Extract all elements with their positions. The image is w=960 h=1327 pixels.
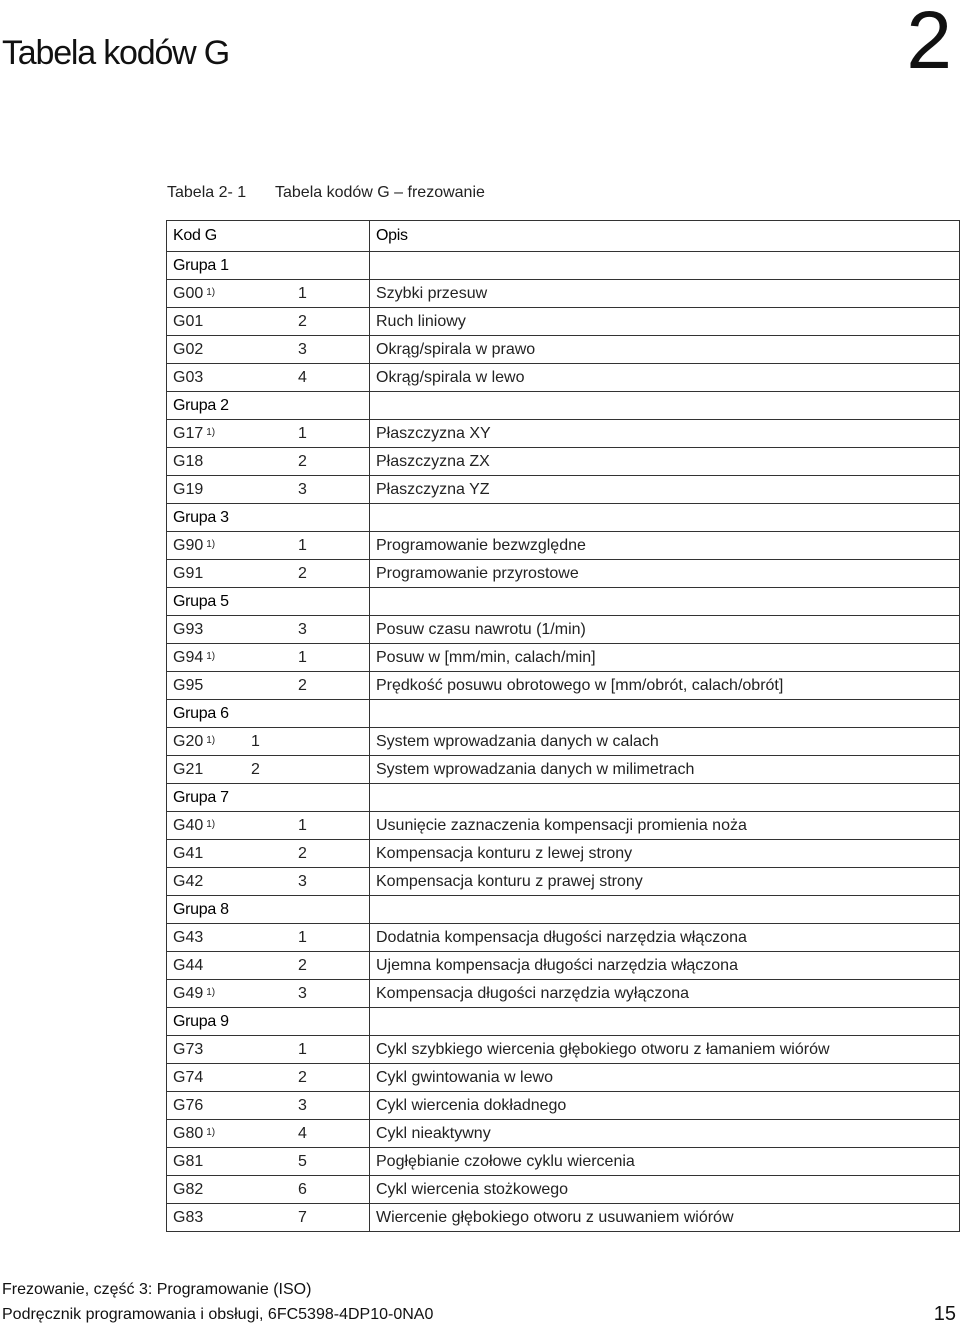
code-index: 2 (298, 1068, 307, 1086)
description-cell: Cykl nieaktywny (370, 1120, 960, 1148)
group-label: Grupa 5 (167, 588, 370, 616)
table-header-row (167, 221, 960, 252)
code-label-wrap (173, 929, 298, 947)
description-cell: Posuw czasu nawrotu (1/min) (370, 616, 960, 644)
description-cell: Wiercenie głębokiego otworu z usuwaniem wiórów (370, 1204, 960, 1232)
code-cell (167, 672, 370, 700)
description-cell: Usunięcie zaznaczenia kompensacji promienia noża (370, 812, 960, 840)
code-index: 2 (298, 452, 307, 470)
g-code: G02 (173, 340, 204, 358)
description-cell: Pogłębianie czołowe cyklu wiercenia (370, 1148, 960, 1176)
g-code: G83 (173, 1208, 204, 1226)
code-label-wrap (173, 341, 298, 359)
group-label: Grupa 3 (167, 504, 370, 532)
description-cell: Okrąg/spirala w prawo (370, 336, 960, 364)
default-footnote-marker: 1) (206, 286, 216, 298)
code-index: 1 (298, 284, 307, 302)
code-cell (167, 644, 370, 672)
g-code: G81 (173, 1152, 204, 1170)
code-label-wrap (173, 1125, 298, 1143)
g-code: G19 (173, 480, 204, 498)
code-index: 2 (298, 564, 307, 582)
code-index: 2 (298, 312, 307, 330)
code-label-wrap (173, 1181, 298, 1199)
code-index: 3 (298, 872, 307, 890)
code-label-wrap (173, 817, 298, 835)
table-row (167, 840, 960, 868)
table-row (167, 1176, 960, 1204)
code-label-wrap (173, 677, 298, 695)
group-label: Grupa 1 (167, 252, 370, 280)
g-code: G43 (173, 928, 204, 946)
description-cell: System wprowadzania danych w calach (370, 728, 960, 756)
table-row (167, 756, 960, 784)
code-index: 3 (298, 1096, 307, 1114)
table-row (167, 1036, 960, 1064)
g-code: G95 (173, 676, 204, 694)
code-index: 3 (298, 984, 307, 1002)
table-row (167, 1120, 960, 1148)
description-cell: Szybki przesuw (370, 280, 960, 308)
code-index: 2 (298, 956, 307, 974)
default-footnote-marker: 1) (206, 818, 216, 830)
code-index: 5 (298, 1152, 307, 1170)
description-cell: Programowanie przyrostowe (370, 560, 960, 588)
code-index: 3 (298, 620, 307, 638)
g-code: G03 (173, 368, 204, 386)
description-cell: System wprowadzania danych w milimetrach (370, 756, 960, 784)
group-desc-cell (370, 504, 960, 532)
code-label-wrap (173, 1069, 298, 1087)
table-caption-text: Tabela kodów G – frezowanie (275, 184, 485, 201)
table-row (167, 644, 960, 672)
table-caption-number: Tabela 2- 1 (167, 184, 247, 201)
code-label-wrap (173, 873, 298, 891)
page-number: 15 (933, 1303, 956, 1325)
g-code: G94 (173, 648, 204, 666)
code-cell (167, 336, 370, 364)
group-row (167, 1008, 960, 1036)
code-label-wrap (173, 565, 298, 583)
code-index: 2 (298, 676, 307, 694)
default-footnote-marker: 1) (206, 734, 216, 746)
code-index: 4 (298, 1124, 307, 1142)
table-row (167, 812, 960, 840)
g-code: G73 (173, 1040, 204, 1058)
code-cell (167, 532, 370, 560)
group-row (167, 392, 960, 420)
description-cell: Ujemna kompensacja długości narzędzia włączona (370, 952, 960, 980)
default-footnote-marker: 1) (206, 1126, 216, 1138)
table-row (167, 952, 960, 980)
table-row (167, 728, 960, 756)
group-label: Grupa 8 (167, 896, 370, 924)
description-cell: Cykl wiercenia dokładnego (370, 1092, 960, 1120)
code-cell (167, 1036, 370, 1064)
description-cell: Kompensacja konturu z prawej strony (370, 868, 960, 896)
code-cell (167, 980, 370, 1008)
footer-book-title: Frezowanie, część 3: Programowanie (ISO) (2, 1281, 312, 1298)
group-label: Grupa 6 (167, 700, 370, 728)
description-cell: Kompensacja długości narzędzia wyłączona (370, 980, 960, 1008)
group-desc-cell (370, 252, 960, 280)
g-code: G21 (173, 760, 204, 778)
group-row (167, 504, 960, 532)
header-code: Kod G (167, 221, 370, 252)
code-label-wrap (173, 369, 298, 387)
table-row (167, 924, 960, 952)
g-code: G18 (173, 452, 204, 470)
group-row (167, 700, 960, 728)
header-description: Opis (370, 221, 960, 252)
group-desc-cell (370, 588, 960, 616)
code-index: 1 (298, 928, 307, 946)
code-cell (167, 1120, 370, 1148)
g-code: G20 (173, 732, 204, 750)
description-cell: Posuw w [mm/min, calach/min] (370, 644, 960, 672)
code-label-wrap (173, 1041, 298, 1059)
code-label-wrap (173, 733, 251, 751)
code-index: 1 (298, 424, 307, 442)
code-index: 2 (251, 760, 260, 778)
group-row (167, 784, 960, 812)
g-code: G90 (173, 536, 204, 554)
code-index: 1 (298, 816, 307, 834)
code-label-wrap (173, 425, 298, 443)
table-row (167, 868, 960, 896)
footer-manual-id: Podręcznik programowania i obsługi, 6FC5398-4DP10-0NA0 (2, 1306, 434, 1323)
group-row (167, 588, 960, 616)
table-row (167, 1064, 960, 1092)
group-desc-cell (370, 784, 960, 812)
g-code: G17 (173, 424, 204, 442)
group-label: Grupa 2 (167, 392, 370, 420)
code-index: 3 (298, 480, 307, 498)
code-cell (167, 812, 370, 840)
code-label-wrap (173, 537, 298, 555)
g-code: G93 (173, 620, 204, 638)
code-label-wrap (173, 313, 298, 331)
code-label-wrap (173, 957, 298, 975)
code-cell (167, 1092, 370, 1120)
table-row (167, 672, 960, 700)
code-cell (167, 868, 370, 896)
g-code: G44 (173, 956, 204, 974)
table-body (167, 252, 960, 1232)
description-cell: Ruch liniowy (370, 308, 960, 336)
table-row (167, 448, 960, 476)
code-cell (167, 308, 370, 336)
code-label-wrap (173, 285, 298, 303)
g-code: G40 (173, 816, 204, 834)
chapter-title: Tabela kodów G (2, 34, 230, 72)
code-label-wrap (173, 621, 298, 639)
code-index: 4 (298, 368, 307, 386)
code-index: 1 (298, 648, 307, 666)
default-footnote-marker: 1) (206, 986, 216, 998)
description-cell: Płaszczyzna ZX (370, 448, 960, 476)
code-index: 1 (251, 732, 260, 750)
code-cell (167, 448, 370, 476)
code-cell (167, 1148, 370, 1176)
code-index: 1 (298, 1040, 307, 1058)
code-label-wrap (173, 1153, 298, 1171)
code-cell (167, 952, 370, 980)
description-cell: Prędkość posuwu obrotowego w [mm/obrót, calach/obrót] (370, 672, 960, 700)
group-desc-cell (370, 896, 960, 924)
code-cell (167, 616, 370, 644)
description-cell: Kompensacja konturu z lewej strony (370, 840, 960, 868)
code-cell (167, 756, 370, 784)
table-row (167, 364, 960, 392)
g-code: G49 (173, 984, 204, 1002)
code-cell (167, 420, 370, 448)
g-code: G01 (173, 312, 204, 330)
table-row (167, 616, 960, 644)
g-code-table (166, 220, 960, 1232)
code-cell (167, 840, 370, 868)
g-code: G80 (173, 1124, 204, 1142)
group-label: Grupa 7 (167, 784, 370, 812)
code-label-wrap (173, 481, 298, 499)
code-label-wrap (173, 649, 298, 667)
code-index: 2 (298, 844, 307, 862)
table-row (167, 980, 960, 1008)
code-label-wrap (173, 1097, 298, 1115)
description-cell: Programowanie bezwzględne (370, 532, 960, 560)
description-cell: Cykl gwintowania w lewo (370, 1064, 960, 1092)
g-code: G76 (173, 1096, 204, 1114)
description-cell: Płaszczyzna XY (370, 420, 960, 448)
description-cell: Cykl wiercenia stożkowego (370, 1176, 960, 1204)
code-cell (167, 924, 370, 952)
g-code: G74 (173, 1068, 204, 1086)
group-label: Grupa 9 (167, 1008, 370, 1036)
description-cell: Dodatnia kompensacja długości narzędzia włączona (370, 924, 960, 952)
g-code: G91 (173, 564, 204, 582)
table-row (167, 280, 960, 308)
table-row (167, 336, 960, 364)
code-cell (167, 364, 370, 392)
code-label-wrap (173, 1209, 298, 1227)
description-cell: Płaszczyzna YZ (370, 476, 960, 504)
table-row (167, 560, 960, 588)
group-desc-cell (370, 1008, 960, 1036)
code-index: 3 (298, 340, 307, 358)
code-label-wrap (173, 761, 251, 779)
code-cell (167, 280, 370, 308)
code-index: 1 (298, 536, 307, 554)
table-caption (167, 184, 485, 202)
code-cell (167, 1064, 370, 1092)
code-index: 6 (298, 1180, 307, 1198)
group-desc-cell (370, 392, 960, 420)
code-label-wrap (173, 985, 298, 1003)
default-footnote-marker: 1) (206, 650, 216, 662)
table-row (167, 420, 960, 448)
table-row (167, 1204, 960, 1232)
code-index: 7 (298, 1208, 307, 1226)
description-cell: Okrąg/spirala w lewo (370, 364, 960, 392)
code-cell (167, 728, 370, 756)
group-row (167, 252, 960, 280)
group-desc-cell (370, 700, 960, 728)
code-label-wrap (173, 453, 298, 471)
chapter-number: 2 (906, 0, 952, 86)
code-cell (167, 1176, 370, 1204)
code-cell (167, 476, 370, 504)
default-footnote-marker: 1) (206, 426, 216, 438)
code-label-wrap (173, 845, 298, 863)
description-cell: Cykl szybkiego wiercenia głębokiego otworu z łamaniem wiórów (370, 1036, 960, 1064)
code-cell (167, 560, 370, 588)
table-row (167, 532, 960, 560)
group-row (167, 896, 960, 924)
g-code: G00 (173, 284, 204, 302)
g-code: G41 (173, 844, 204, 862)
table-row (167, 476, 960, 504)
code-cell (167, 1204, 370, 1232)
default-footnote-marker: 1) (206, 538, 216, 550)
g-code: G42 (173, 872, 204, 890)
g-code: G82 (173, 1180, 204, 1198)
table-row (167, 1092, 960, 1120)
table-row (167, 1148, 960, 1176)
table-row (167, 308, 960, 336)
